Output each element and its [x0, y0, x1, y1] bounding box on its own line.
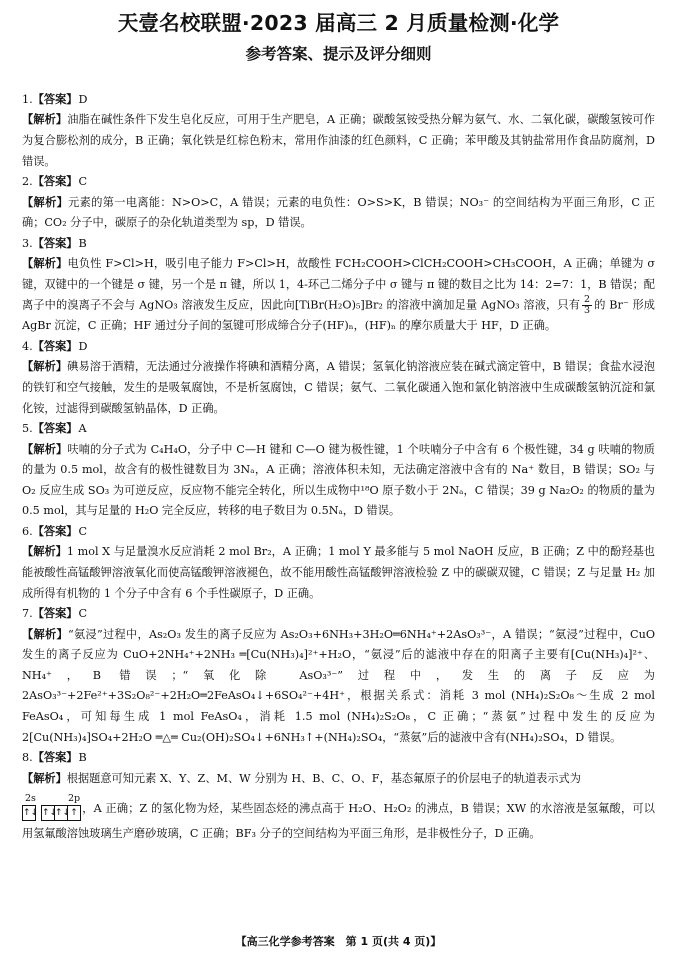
- answer-tag: 【答案】: [32, 236, 78, 250]
- answer-tag: 【答案】: [32, 751, 78, 765]
- explain-tag: 【解析】: [22, 442, 68, 456]
- question-8-answer: [22, 748, 655, 768]
- explain-tag: 【解析】: [22, 195, 69, 209]
- question-4-explanation: [22, 357, 655, 419]
- explain-tag: 【解析】: [22, 360, 68, 374]
- orbital-box-2p-1: ↑↓: [41, 805, 55, 821]
- question-number: 6.: [22, 525, 33, 539]
- orbital-box-2p-3: ↑: [67, 805, 81, 821]
- question-number: 8.: [22, 751, 33, 765]
- answer-tag: 【答案】: [32, 422, 78, 436]
- answer-value: D: [78, 93, 88, 106]
- question-1-explanation: [22, 110, 655, 172]
- question-8-explanation: [22, 769, 655, 790]
- orbital-diagram: [22, 793, 81, 824]
- explain-tag: 【解析】: [22, 627, 68, 641]
- fraction: [582, 295, 592, 316]
- question-1-answer: [22, 90, 655, 110]
- question-number: 4.: [22, 340, 33, 354]
- page-subtitle: 参考答案、提示及评分细则: [245, 45, 432, 63]
- answer-value: C: [78, 175, 88, 189]
- question-8-explanation-continued: [22, 793, 655, 844]
- orbital-label-2p: 2p: [68, 793, 81, 805]
- answer-value: A: [78, 422, 87, 436]
- question-7-answer: [22, 604, 655, 624]
- question-7-explanation: [22, 625, 655, 749]
- question-4-answer: [22, 337, 655, 357]
- explain-tag: 【解析】: [22, 113, 68, 127]
- answer-value: B: [78, 751, 87, 765]
- answer-tag: 【答案】: [32, 93, 78, 106]
- explanation-text-part-b: ，A 正确；Z 的氢化物为烃，某些固态烃的沸点高于 H₂O、H₂O₂ 的沸点，B 错误；XW 的水溶液是氢氟酸，可以用氢氟酸溶蚀玻璃生产磨砂玻璃，C 正确；BF₃ 分子的空间结构为平面三角形，是非极性分子，D 正确。: [22, 802, 655, 840]
- question-number: 2.: [22, 175, 33, 189]
- explanation-text: 油脂在碱性条件下发生皂化反应，可用于生产肥皂，A 正确；碳酸氢铵受热分解为氨气、水、二氧化碳，碳酸氢铵可作为复合膨松剂的成分，B 正确；氧化铁是红棕色粉末，常用作油漆的红色颜料，C 正确；苯甲酸及其钠盐常用作食品防腐剂，D 错误。: [22, 113, 655, 168]
- answer-tag: 【答案】: [32, 340, 78, 354]
- question-number: 7.: [22, 607, 33, 621]
- orbital-label-2s: 2s: [25, 793, 36, 805]
- answer-value: C: [78, 525, 88, 539]
- explain-tag: 【解析】: [22, 545, 67, 559]
- answer-tag: 【答案】: [32, 175, 78, 189]
- spacer: [22, 789, 655, 799]
- question-6-explanation: [22, 542, 655, 604]
- question-6-answer: [22, 522, 655, 542]
- question-3-answer: [22, 234, 655, 254]
- answer-value: B: [78, 236, 87, 250]
- explanation-text: 元素的第一电离能：N>O>C，A 错误；元素的电负性：O>S>K，B 错误；NO₃⁻ 的空间结构为平面三角形，C 正确；CO₂ 分子中，碳原子的杂化轨道类型为 sp，D 错误。: [22, 195, 655, 230]
- question-3-explanation: [22, 254, 655, 337]
- question-number: 1.: [22, 93, 33, 106]
- question-2-explanation: [22, 193, 655, 234]
- explanation-text: 1 mol X 与足量溴水反应消耗 2 mol Br₂，A 正确；1 mol Y 最多能与 5 mol NaOH 反应，B 正确；Z 中的酚羟基也能被酸性高锰酸钾溶液氧化而使高锰酸钾溶液褪色，故不能用酸性高锰酸钾溶液检验 Z 中的碳碳双键，C 错误；Z 与足量 H₂ 加成所得有机物的 1 个分子中含有 6 个手性碳原子，D 正确。: [22, 545, 655, 600]
- question-5-explanation: [22, 440, 655, 522]
- fraction-numerator: 2: [584, 294, 591, 306]
- question-2-answer: [22, 172, 655, 192]
- page-footer: 【高三化学参考答案 第 1 页(共 4 页)】: [235, 935, 442, 948]
- explanation-text-part-a: 电负性 F>Cl>H，吸引电子能力 F>Cl>H，故酸性 FCH₂COOH>ClCH₂COOH>CH₃COOH，A 正确；单键为 σ 键，双键中的一个键是 σ 键，另一个是 π 键，所以 1，4-环己二烯分子中 σ 键与 π 键的数目之比为 14：2=7：1，B 错误；配离子中的溴离子不会与 AgNO₃ 溶液发生反应，因此向[TiBr(H₂O)₅]Br₂ 的溶液中滴加足量 AgNO₃ 溶液，只有: [22, 257, 655, 312]
- explanation-text: 呋喃的分子式为 C₄H₄O，分子中 C—H 键和 C—O 键为极性键，1 个呋喃分子中含有 6 个极性键，34 g 呋喃的物质的量为 0.5 mol，故含有的极性键数目为 3Nₐ，A 正确；溶液体积未知，无法确定溶液中含有的 Na⁺ 数目，B 错误；SO₂ 与 O₂ 反应生成 SO₃ 为可逆反应，反应物不能完全转化，所以生成物中¹⁸O 原子数小于 2Nₐ，C 错误；39 g Na₂O₂ 的物质的量为 0.5 mol，其与足量的 H₂O 完全反应，转移的电子数目为 0.5Nₐ，D 错误。: [22, 442, 655, 518]
- orbital-box-2p-2: ↑↓: [54, 805, 68, 821]
- answer-tag: 【答案】: [32, 607, 78, 621]
- answer-value: D: [78, 340, 88, 354]
- explain-tag: 【解析】: [22, 257, 68, 271]
- fraction-denominator: 3: [584, 305, 591, 317]
- answer-tag: 【答案】: [32, 525, 78, 539]
- orbital-box-2s: ↑↓: [22, 805, 36, 821]
- explanation-text-part-b: 的 Br⁻ 形成 AgBr 沉淀，C 正确；HF 通过分子间的氢键可形成缔合分子(HF)ₙ，(HF)ₙ 的摩尔质量大于 HF，D 正确。: [22, 298, 655, 333]
- explanation-text-part-a: 根据题意可知元素 X、Y、Z、M、W 分别为 H、B、C、O、F，基态氟原子的价层电子的轨道表示式为: [66, 771, 581, 785]
- explanation-text: 碘易溶于酒精，无法通过分液操作将碘和酒精分离，A 错误；氢氧化钠溶液应装在碱式滴定管中，B 错误；食盐水浸泡的铁钉和空气接触，发生的是吸氧腐蚀，不是析氢腐蚀，C 错误；氨气、二氧化碳通入饱和氯化钠溶液中生成碳酸氢钠沉淀和氯化铵，过滤得到碳酸氢钠晶体，D 正确。: [22, 360, 655, 415]
- question-5-answer: [22, 419, 655, 439]
- question-number: 3.: [22, 236, 33, 250]
- explain-tag: 【解析】: [22, 771, 67, 785]
- page-title: 天壹名校联盟·2023 届高三 2 月质量检测·化学: [117, 11, 560, 35]
- explanation-text: “氨浸”过程中，As₂O₃ 发生的离子反应为 As₂O₃+6NH₃+3H₂O═6NH₄⁺+2AsO₃³⁻，A 错误；“氨浸”过程中，CuO 发生的离子反应为 CuO+2NH₄⁺+2NH₃ ═[Cu(NH₃)₄]²⁺+H₂O，“氨浸”后的滤液中存在的阳离子主要有[Cu(NH₃)₄]²⁺、NH₄⁺，B 错误；“氧化除 AsO₃³⁻”过程中，发生的离子反应为 2AsO₃³⁻+2Fe²⁺+3S₂O₈²⁻+2H₂O═2FeAsO₄↓+6SO₄²⁻+4H⁺，根据关系式：消耗 3 mol (NH₄)₂S₂O₈～生成 2 mol FeAsO₄，可知每生成 1 mol FeAsO₄，消耗 1.5 mol (NH₄)₂S₂O₈，C 正确；“蒸氨”过程中发生的反应为 2[Cu(NH₃)₄]SO₄+2H₂O ═△═ Cu₂(OH)₂SO₄↓+6NH₃↑+(NH₄)₂SO₄，“蒸氨”后的滤液中含有(NH₄)₂SO₄，D 错误。: [22, 627, 655, 744]
- question-number: 5.: [22, 422, 33, 436]
- answer-value: C: [78, 607, 88, 621]
